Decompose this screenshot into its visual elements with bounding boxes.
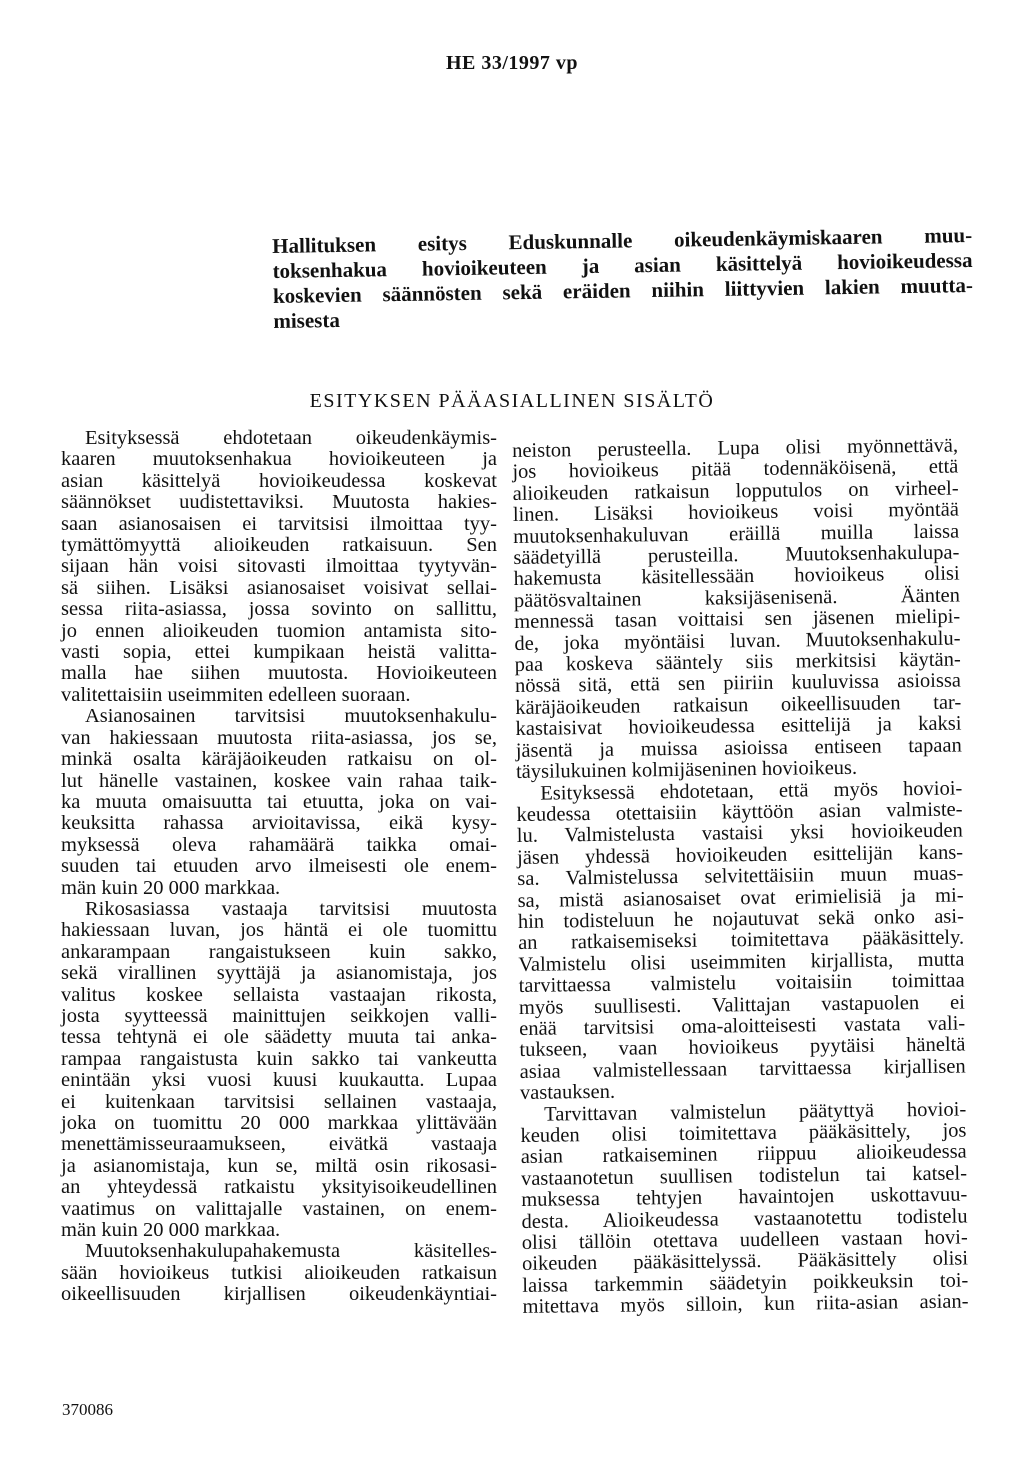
- text-line: täysilukuinen kolmijäseninen hovioikeus.: [515, 756, 858, 784]
- text-line: de, joka myöntäisi luvan. Muutoksenhakulu-: [514, 627, 961, 655]
- text-line: muksessa tehtyjen havaintojen uskottavuu-: [521, 1183, 968, 1212]
- text-line: jos hovioikeus pitää todennäköisenä, että: [512, 455, 959, 484]
- text-line: joka on tuomittu 20 000 markkaa ylittävään: [61, 1112, 497, 1134]
- text-line: keuksitta rahassa arvioitavissa, eikä kysy-: [61, 812, 497, 835]
- text-line: jäsentä ja muissa asioissa entiseen tapaan: [515, 734, 962, 762]
- text-line: asian käsittelyä hovioikeudessa koskevat: [61, 469, 497, 492]
- text-line: olisi tällöin otettava uudelleen vastaan hovi-: [521, 1226, 968, 1254]
- text-line: säännökset uudistettaviksi. Muutosta hakies-: [61, 491, 497, 514]
- text-line: rampaa rangaistusta kuin sakko tai vankeutta: [61, 1047, 497, 1070]
- text-line: keuden olisi toimitettava pääkäsittely, jos: [520, 1119, 967, 1147]
- left-column: [61, 428, 497, 1306]
- text-line: jo ennen alioikeuden tuomion antamista sito-: [61, 619, 497, 642]
- text-line: män kuin 20 000 markkaa.: [61, 1219, 281, 1242]
- text-line: sijaan hän voisi sitovasti ilmoittaa tyytyvän-: [61, 555, 497, 578]
- text-line: sään hovioikeus tutkisi alioikeuden ratkaisun: [61, 1261, 497, 1284]
- text-line: Muutoksenhakulupahakemusta käsitelles-: [85, 1240, 497, 1263]
- title-line: misesta: [273, 307, 341, 333]
- text-line: mennessä tasan voittaisi sen jäsenen mielipi-: [514, 605, 961, 634]
- text-line: käräjäoikeuden ratkaisun oikeellisuuden tar-: [515, 691, 962, 719]
- text-line: ja asianomistaja, kun se, miltä osin rikosasi-: [61, 1154, 497, 1177]
- text-line: Tarvittavan valmistelun päätyttyä hovioi-: [544, 1098, 967, 1126]
- text-line: ka muuta omaisuutta tai etuutta, joka on vai-: [61, 790, 497, 813]
- text-line: kaaren muutoksenhakua hovioikeuteen ja: [61, 448, 497, 471]
- text-line: Esityksessä ehdotetaan, että myös hovioi-: [540, 777, 963, 805]
- text-line: lu. Valmistelusta vastaisi yksi hovioikeuden: [516, 819, 963, 848]
- title-line: koskevien säännösten sekä eräiden niihin liittyvien lakien muutta-: [272, 272, 974, 308]
- text-line: minkä osalta käräjäoikeuden ratkaisu on ol-: [61, 748, 497, 771]
- text-line: keudessa otettaisiin käyttöön asian valmiste-: [516, 798, 963, 826]
- document-title: [272, 223, 973, 334]
- text-line: an ratkaisemiseksi toimitettava pääkäsittely.: [518, 926, 965, 955]
- text-line: vaatimus on valittajalle vastainen, on enem-: [61, 1197, 497, 1220]
- text-line: an yhteydessä ratkaistu yksityisoikeudellinen: [61, 1176, 497, 1199]
- text-line: säädetyillä perusteilla. Muutoksenhakulupa-: [513, 541, 960, 570]
- right-column: [512, 436, 969, 1319]
- text-line: tessa tehtynä ei ole säädetty muuta tai anka-: [61, 1026, 497, 1049]
- text-line: oikeuden pääkäsittelyssä. Pääkäsittely olisi: [521, 1247, 969, 1276]
- text-line: tarvittaessa valmistelu voitaisiin toimittaa: [518, 969, 965, 998]
- text-line: sekä virallinen syyttäjä ja asianomistaja, jos: [61, 962, 497, 985]
- text-line: laissa tarkemmin säädetyin poikkeuksin toi-: [522, 1269, 969, 1297]
- text-line: asian ratkaiseminen riippuu alioikeudessa: [520, 1140, 967, 1169]
- title-line: Hallituksen esitys Eduskunnalle oikeudenkäymiskaaren muu-: [272, 223, 973, 258]
- text-line: män kuin 20 000 markkaa.: [61, 876, 281, 899]
- document-code: 370086: [62, 1400, 113, 1419]
- text-line: myös suullisesti. Valittajan vastapuolen ei: [518, 991, 966, 1019]
- text-line: hin todisteluun he nojautuvat sekä onko asi-: [517, 905, 964, 933]
- text-line: valitettaisiin useimmiten edelleen suoraan.: [61, 683, 411, 706]
- text-line: vastauksen.: [519, 1080, 616, 1105]
- text-line: myksessä oleva rahamäärä taikka omai-: [61, 833, 497, 856]
- text-line: päätösvaltainen kaksijäsenisenä. Äänten: [513, 584, 961, 612]
- text-line: linen. Lisäksi hovioikeus voisi myöntää: [512, 498, 960, 527]
- text-line: Valmistelu olisi useimmiten kirjallista, mutta: [518, 948, 965, 976]
- text-line: hakemusta käsitellessään hovioikeus olisi: [513, 562, 960, 591]
- text-line: neiston perusteella. Lupa olisi myönnettävä,: [511, 434, 959, 462]
- text-line: desta. Alioikeudessa vastaanotettu todistelu: [521, 1205, 968, 1233]
- text-line: valitus koskee sellaista vastaajan rikosta,: [61, 983, 497, 1006]
- text-line: jäsen yhdessä hovioikeuden esittelijän kans-: [516, 841, 964, 869]
- text-line: malla hae siihen muutosta. Hovioikeuteen: [61, 662, 497, 685]
- text-line: suuden tai etuuden arvo ilmeisesti ole enem-: [61, 855, 497, 878]
- text-line: paa koskeva sääntely siis merkitsisi käytän-: [514, 648, 961, 677]
- text-line: alioikeuden ratkaisun lopputulos on virheel-: [512, 477, 959, 505]
- text-line: van hakiessaan muutosta riita-asiassa, jos se,: [61, 726, 497, 749]
- text-line: kastaisivat hovioikeudessa esittelijä ja kaksi: [515, 712, 962, 741]
- text-line: enää tarvitsisi oma-aloitteisesti vastata vali-: [519, 1012, 966, 1040]
- text-line: ankarampaan rangaistukseen kuin sakko,: [61, 940, 497, 963]
- text-line: tukseen, vaan hovioikeus pyytäisi häneltä: [519, 1033, 966, 1062]
- text-line: oikeellisuuden kirjallisen oikeudenkäyntiai-: [61, 1283, 497, 1306]
- text-line: asiaa valmistellessaan tarvittaessa kirjallisen: [519, 1055, 966, 1083]
- text-line: Asianosainen tarvitsisi muutoksenhakulu-: [85, 705, 497, 728]
- text-line: sessa riita-asiassa, jossa sovinto on sallittu,: [61, 598, 497, 621]
- title-line: toksenhakua hovioikeuteen ja asian käsittelyä hovioikeudessa: [272, 248, 973, 283]
- text-line: enintään yksi vuosi kuusi kuukautta. Lupaa: [61, 1069, 497, 1092]
- text-line: muutoksenhakuluvan eräillä muilla laissa: [513, 520, 960, 548]
- text-line: ei kuitenkaan tarvitsisi sellainen vastaaja,: [61, 1090, 497, 1113]
- text-line: sa. Valmistelussa selvitettäisiin muun muas-: [517, 862, 964, 891]
- text-line: hakiessaan luvan, jos häntä ei ole tuomittu: [61, 919, 497, 942]
- text-line: tymättömyyttä alioikeuden ratkaisuun. Sen: [61, 534, 497, 557]
- text-line: saan asianosaisen ei tarvitsisi ilmoittaa tyy-: [61, 512, 497, 535]
- text-line: Esityksessä ehdotetaan oikeudenkäymis-: [85, 427, 497, 449]
- text-line: Rikosasiassa vastaaja tarvitsisi muutosta: [85, 897, 497, 920]
- text-line: josta syytteessä mainittujen seikkojen valli-: [61, 1004, 497, 1027]
- text-line: mitettava myös silloin, kun riita-asian asian-: [522, 1290, 969, 1319]
- text-line: vastaanotetun suullisen todistelun tai katsel-: [520, 1162, 968, 1190]
- text-line: sä siihen. Lisäksi asianosaiset voisivat sellai-: [61, 576, 497, 599]
- text-line: vasti sopia, ettei kumpikaan heistä valitta-: [61, 641, 497, 664]
- section-heading: ESITYKSEN PÄÄASIALLINEN SISÄLTÖ: [309, 390, 715, 412]
- document-header: HE 33/1997 vp: [445, 52, 579, 74]
- text-line: menettämisseuraamukseen, eivätkä vastaaja: [61, 1133, 497, 1156]
- text-line: lut hänelle vastainen, koskee vain rahaa taik-: [61, 769, 497, 792]
- text-line: sa, mistä asianosaiset ovat erimielisiä ja mi-: [517, 884, 964, 912]
- text-line: nössä sitä, että sen piiriin kuuluvissa asioissa: [514, 670, 962, 698]
